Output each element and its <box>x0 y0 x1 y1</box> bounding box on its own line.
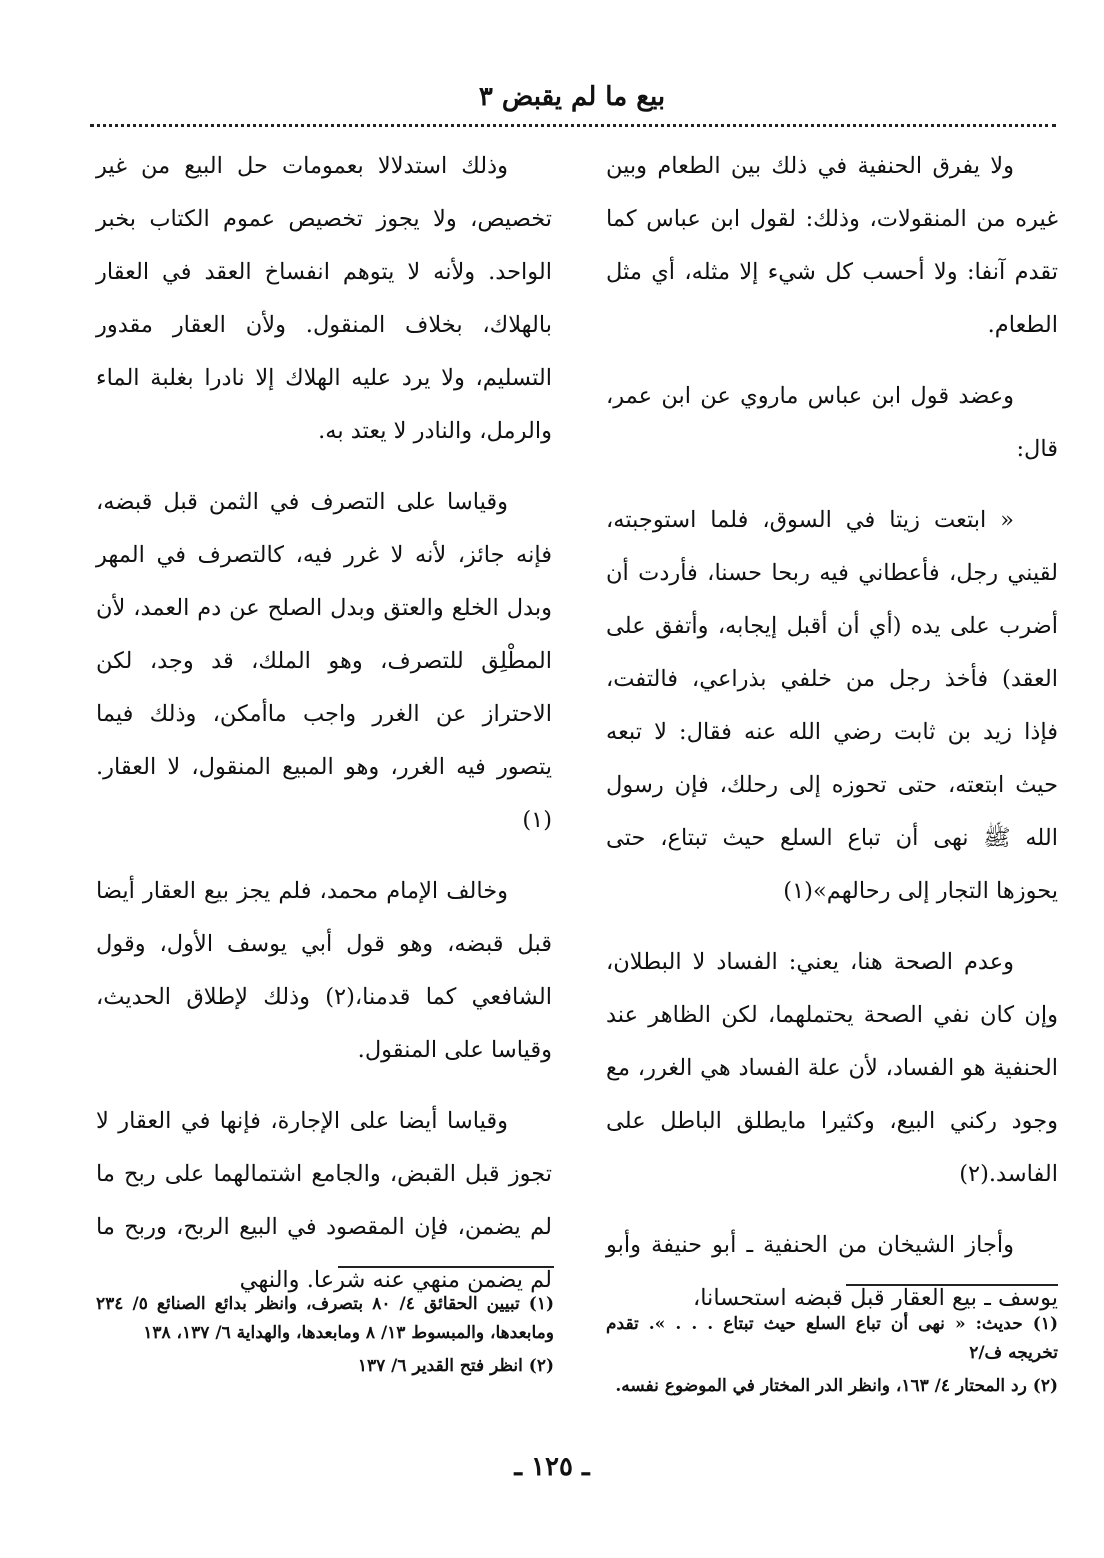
right-column <box>606 140 1058 1343</box>
page-number: ـ ١٢٥ ـ <box>514 1452 590 1482</box>
paragraph: وقياسا أيضا على الإجارة، فإنها في العقار لا تجوز قبل القبض، والجامع اشتمالهما على ربح ما لم يضمن، فإن المقصود في البيع الربح، وربح ما لم يضمن منهي عنه شرعا. والنهي <box>96 1108 552 1293</box>
paragraph: وعدم الصحة هنا، يعني: الفساد لا البطلان، وإن كان نفي الصحة يحتملهما، لكن الظاهر عند الحنفية هو الفساد، لأن علة الفساد هي الغرر، مع وجود ركني البيع، وكثيرا مايطلق الباطل على الفاسد.(٢) <box>606 949 1058 1187</box>
paragraph: وذلك استدلالا بعمومات حل البيع من غير تخصيص، ولا يجوز تخصيص عموم الكتاب بخبر الواحد. ولأنه لا يتوهم انفساخ العقد في العقار بالهلاك، بخلاف المنقول. ولأن العقار مقدور التسليم، ولا يرد عليه الهلاك إلا نادرا بغلبة الماء والرمل، والنادر لا يعتد به. <box>96 153 552 444</box>
paragraph: وقياسا على التصرف في الثمن قبل قبضه، فإنه جائز، لأنه لا غرر فيه، كالتصرف في المهر وبدل الخلع والعتق وبدل الصلح عن دم العمد، لأن المطْلِق للتصرف، وهو الملك، قد وجد، لكن الاحتراز عن الغرر واجب ماأمكن، وذلك فيما يتصور فيه الغرر، وهو المبيع المنقول، لا العقار.(١) <box>96 489 552 833</box>
footnote: (٢) رد المحتار ٤/ ١٦٣، وانظر الدر المختار في الموضوع نفسه. <box>615 1376 1058 1396</box>
footnotes-right <box>606 1310 1058 1405</box>
footnote-rule-left <box>338 1266 554 1268</box>
paragraph: وعضد قول ابن عباس ماروي عن ابن عمر، قال: <box>606 383 1058 462</box>
left-column <box>96 140 552 1325</box>
footnote: (١) حديث: « نهى أن تباع السلع حيث تبتاع . . . ». تقدم تخريجه ف/٢ <box>606 1314 1058 1363</box>
header-dotted-divider <box>90 124 1056 127</box>
footnote-rule-right <box>846 1284 1058 1286</box>
running-header: بيع ما لم يقبض ٣ <box>478 82 666 112</box>
footnotes-left <box>96 1290 554 1385</box>
footnote: (١) تبيين الحقائق ٤/ ٨٠ بتصرف، وانظر بدائع الصنائع ٥/ ٢٣٤ ومابعدها، والمبسوط ١٣/ ٨ ومابعدها، والهداية ٦/ ١٣٧، ١٣٨ <box>96 1294 554 1343</box>
paragraph: وخالف الإمام محمد، فلم يجز بيع العقار أيضا قبل قبضه، وهو قول أبي يوسف الأول، وقول الشافعي كما قدمنا،(٢) وذلك لإطلاق الحديث، وقياسا على المنقول. <box>96 878 552 1063</box>
paragraph-hadith-quote: « ابتعت زيتا في السوق، فلما استوجبته، لقيني رجل، فأعطاني فيه ربحا حسنا، فأردت أن أضرب على يده (أي أن أقبل إيجابه، وأتفق على العقد) فأخذ رجل من خلفي بذراعي، فالتفت، فإذا زيد بن ثابت رضي الله عنه فقال: لا تبعه حيث ابتعته، حتى تحوزه إلى رحلك، فإن رسول الله ﷺ نهى أن تباع السلع حيث تبتاع، حتى يحوزها التجار إلى رحالهم»(١) <box>606 507 1058 904</box>
paragraph: وأجاز الشيخان من الحنفية ـ أبو حنيفة وأبو يوسف ـ بيع العقار قبل قبضه استحسانا، <box>606 1232 1058 1311</box>
footnote: (٢) انظر فتح القدير ٦/ ١٣٧ <box>357 1356 554 1376</box>
paragraph: ولا يفرق الحنفية في ذلك بين الطعام وبين غيره من المنقولات، وذلك: لقول ابن عباس كما تقدم آنفا: ولا أحسب كل شيء إلا مثله، أي مثل الطعام. <box>606 153 1058 338</box>
